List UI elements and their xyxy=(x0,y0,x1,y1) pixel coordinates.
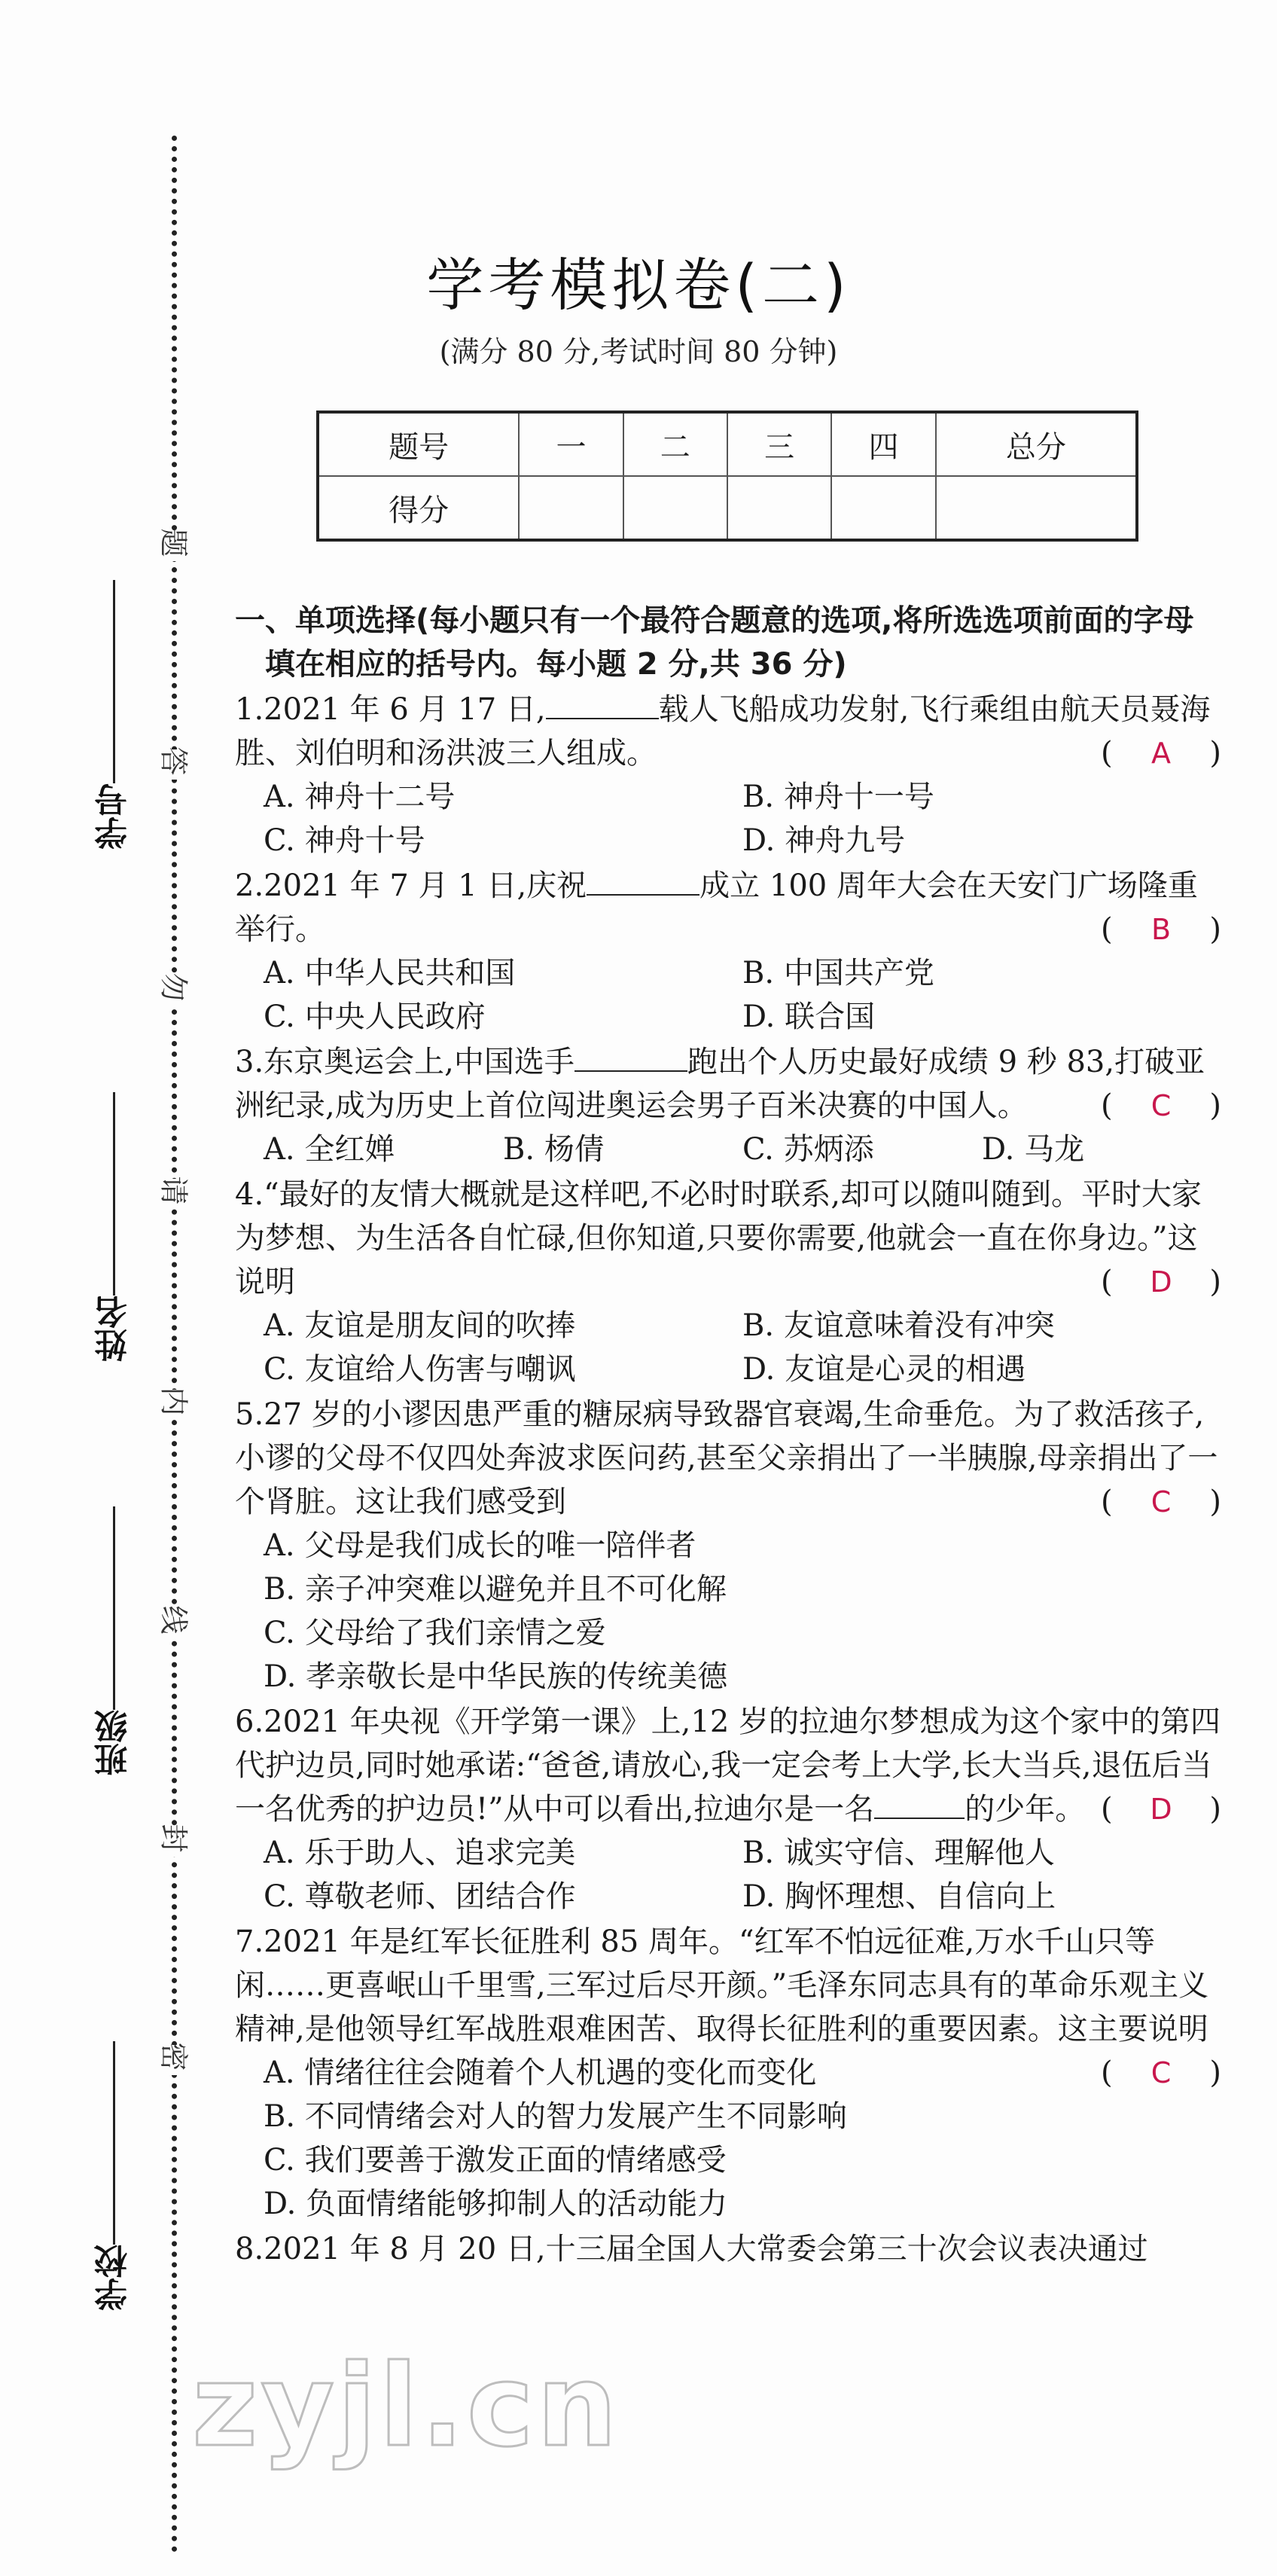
question-text: “最好的友情大概就是这样吧,不必时时联系,却可以随叫随到。平时大家为梦想、为生活各自忙碌,但你知道,只要你需要,他就会一直在你身边。”这说明 xyxy=(235,1177,1202,1299)
option-item[interactable]: B. 亲子冲突难以避免并且不可化解 xyxy=(264,1572,727,1607)
score-header-cell: 总分 xyxy=(936,412,1137,476)
option-item[interactable]: C. 友谊给人伤害与嘲讽 xyxy=(264,1352,576,1387)
page-title: 学考模拟卷(二) xyxy=(426,252,851,319)
question-item xyxy=(235,1920,1221,2226)
option-item[interactable]: A. 情绪往往会随着个人机遇的变化而变化 xyxy=(264,2056,817,2090)
option-item[interactable]: D. 友谊是心灵的相遇 xyxy=(742,1352,1026,1387)
question-number: 3. xyxy=(235,1045,264,1079)
question-section xyxy=(235,599,1221,2271)
question-stem xyxy=(235,1040,1221,1128)
option-item[interactable]: C. 父母给了我们亲情之爱 xyxy=(264,1616,606,1650)
question-item xyxy=(235,864,1221,1039)
question-number: 6. xyxy=(235,1705,264,1739)
score-header-cell: 题号 xyxy=(318,412,519,476)
class-field[interactable] xyxy=(90,1499,139,1776)
option-item[interactable]: C. 我们要善于激发正面的情绪感受 xyxy=(264,2143,727,2178)
question-text: 成立 100 周年大会在天安门广场隆重举行。 xyxy=(235,868,1198,947)
class-blank[interactable] xyxy=(114,1506,116,1710)
answer-parentheses[interactable]: ( D ) xyxy=(1101,1787,1221,1831)
question-text: 2021 年央视《开学第一课》上,12 岁的拉迪尔梦想成为这个家中的第四代护边员,同时她承诺:“爸爸,请放心,我一定会考上大学,长大当兵,退伍后当一名优秀的护边员!”从中可以看出,拉迪尔是一名 xyxy=(235,1705,1221,1827)
name-blank[interactable] xyxy=(114,1092,116,1296)
fill-blank[interactable] xyxy=(874,1818,965,1819)
question-stem xyxy=(235,1700,1221,1831)
question-stem xyxy=(235,1393,1221,1524)
fill-blank[interactable] xyxy=(587,894,699,896)
option-item[interactable]: A. 父母是我们成长的唯一陪伴者 xyxy=(264,1528,696,1563)
option-item[interactable]: D. 神舟九号 xyxy=(742,823,906,858)
option-list xyxy=(235,1831,1221,1918)
score-table xyxy=(316,411,1138,542)
option-item[interactable]: D. 孝亲敬长是中华民族的传统美德 xyxy=(264,1659,728,1694)
answer-parentheses[interactable]: ( C ) xyxy=(1101,2051,1221,2095)
question-text: 27 岁的小谬因患严重的糖尿病导致器官衰竭,生命垂危。为了救活孩子,小谬的父母不仅四处奔波求医问药,甚至父亲捐出了一半胰腺,母亲捐出了一个肾脏。这让我们感受到 xyxy=(235,1397,1218,1519)
question-text: 跑出个人历史最好成绩 9 秒 83,打破亚洲纪录,成为历史上首位闯进奥运会男子百米决赛的中国人。 xyxy=(235,1045,1205,1123)
option-item[interactable]: B. 友谊意味着没有冲突 xyxy=(742,1308,1055,1343)
section-heading: 一、单项选择(每小题只有一个最符合题意的选项,将所选选项前面的字母填在相应的括号内。每小题 2 分,共 36 分) xyxy=(235,603,1194,682)
question-stem xyxy=(235,864,1221,951)
school-label: 学校 xyxy=(95,2245,133,2311)
score-cell[interactable] xyxy=(936,476,1137,540)
answer-parentheses[interactable]: ( C ) xyxy=(1101,1480,1221,1524)
answer-mark: C xyxy=(1151,2056,1172,2089)
seal-warning-char: 封 xyxy=(156,1827,194,1857)
option-item[interactable]: D. 胸怀理想、自信向上 xyxy=(742,1879,1056,1914)
option-item[interactable]: B. 杨倩 xyxy=(503,1132,605,1167)
option-item[interactable]: B. 不同情绪会对人的智力发展产生不同影响 xyxy=(264,2099,847,2134)
option-item[interactable]: C. 中央人民政府 xyxy=(264,1000,486,1034)
question-number: 5. xyxy=(235,1397,264,1432)
answer-mark: C xyxy=(1151,1485,1172,1518)
watermark-logo: zyjl.cn xyxy=(192,2341,620,2472)
option-list xyxy=(235,1128,1221,1171)
score-table-score-row xyxy=(318,476,1137,540)
answer-mark: A xyxy=(1151,737,1171,770)
option-list xyxy=(235,951,1221,1039)
option-list xyxy=(235,2051,1095,2226)
fill-blank[interactable] xyxy=(546,718,659,719)
score-header-cell: 三 xyxy=(727,412,831,476)
name-field[interactable] xyxy=(90,1085,139,1362)
option-list xyxy=(235,1524,1221,1699)
seal-warning-char: 勿 xyxy=(156,975,194,1006)
option-item[interactable]: A. 中华人民共和国 xyxy=(264,956,516,990)
question-stem xyxy=(235,1173,1221,1304)
question-number: 1. xyxy=(235,692,264,727)
question-item xyxy=(235,1173,1221,1391)
student-no-label: 学号 xyxy=(95,783,133,850)
score-header-cell: 四 xyxy=(831,412,935,476)
student-no-blank[interactable] xyxy=(114,580,116,783)
option-item[interactable]: C. 苏炳添 xyxy=(742,1132,874,1167)
score-cell[interactable] xyxy=(831,476,935,540)
question-item xyxy=(235,1393,1221,1699)
question-stem xyxy=(235,2227,1221,2271)
question-text: 东京奥运会上,中国选手 xyxy=(264,1045,574,1079)
question-number: 8. xyxy=(235,2232,264,2266)
fill-blank[interactable] xyxy=(574,1070,687,1072)
option-item[interactable]: B. 中国共产党 xyxy=(742,956,934,990)
school-blank[interactable] xyxy=(114,2041,116,2245)
score-table-header-row xyxy=(318,412,1137,476)
question-item xyxy=(235,1040,1221,1171)
score-cell[interactable] xyxy=(623,476,727,540)
score-row-label: 得分 xyxy=(318,476,519,540)
option-item[interactable]: C. 尊敬老师、团结合作 xyxy=(264,1879,576,1914)
score-cell[interactable] xyxy=(727,476,831,540)
score-cell[interactable] xyxy=(519,476,623,540)
answer-parentheses[interactable]: ( A ) xyxy=(1101,731,1221,775)
question-text: 载人飞船成功发射,飞行乘组由航天员聂海胜、刘伯明和汤洪波三人组成。 xyxy=(235,692,1211,771)
option-item[interactable]: A. 神舟十二号 xyxy=(264,780,456,814)
answer-mark: D xyxy=(1150,1265,1172,1299)
question-item xyxy=(235,1700,1221,1918)
seal-warning-char: 题 xyxy=(156,531,194,561)
option-list xyxy=(235,775,1221,862)
option-item[interactable]: D. 联合国 xyxy=(742,1000,876,1034)
seal-warning-char: 密 xyxy=(156,2045,194,2075)
school-field[interactable] xyxy=(90,2034,139,2311)
page-subtitle: (满分 80 分,考试时间 80 分钟) xyxy=(439,335,838,368)
name-label: 姓名 xyxy=(95,1296,133,1362)
option-item[interactable]: A. 友谊是朋友间的吹捧 xyxy=(264,1308,576,1343)
question-item xyxy=(235,2227,1221,2271)
option-item[interactable]: C. 神舟十号 xyxy=(264,823,425,858)
question-number: 2. xyxy=(235,868,264,903)
question-text: 2021 年是红军长征胜利 85 周年。“红军不怕远征难,万水千山只等闲……更喜岷山千里雪,三军过后尽开颜。”毛泽东同志具有的革命乐观主义精神,是他领导红军战胜艰难困苦、取得长征胜利的重要因素。这主要说明 xyxy=(235,1924,1209,2046)
answer-parentheses[interactable]: ( C ) xyxy=(1101,1084,1221,1128)
question-text: 2021 年 7 月 1 日,庆祝 xyxy=(264,868,587,903)
seal-warning-char: 答 xyxy=(156,749,194,780)
seal-warning-char: 请 xyxy=(156,1179,194,1209)
option-item[interactable]: B. 诚实守信、理解他人 xyxy=(742,1836,1055,1870)
question-number: 7. xyxy=(235,1924,264,1959)
answer-parentheses[interactable]: ( B ) xyxy=(1101,908,1221,951)
question-text: 2021 年 6 月 17 日, xyxy=(264,692,546,727)
question-text: 的少年。 xyxy=(965,1792,1086,1827)
question-text: 2021 年 8 月 20 日,十三届全国人大常委会第三十次会议表决通过 xyxy=(264,2232,1148,2266)
question-number: 4. xyxy=(235,1177,264,1212)
option-item[interactable]: B. 神舟十一号 xyxy=(742,780,934,814)
binding-dotted-line xyxy=(172,136,177,2553)
student-no-field[interactable] xyxy=(90,572,139,850)
question-stem xyxy=(235,688,1221,775)
class-label: 班级 xyxy=(95,1710,133,1776)
score-header-cell: 一 xyxy=(519,412,623,476)
option-list xyxy=(235,1304,1221,1391)
option-item[interactable]: D. 负面情绪能够抑制人的活动能力 xyxy=(264,2187,728,2221)
question-item xyxy=(235,688,1221,862)
score-header-cell: 二 xyxy=(623,412,727,476)
option-item[interactable]: A. 全红婵 xyxy=(264,1132,395,1167)
option-item[interactable]: D. 马龙 xyxy=(982,1132,1085,1167)
answer-parentheses[interactable]: ( D ) xyxy=(1101,1260,1221,1304)
answer-mark: D xyxy=(1150,1793,1172,1826)
seal-warning-char: 线 xyxy=(156,1608,194,1638)
answer-mark: C xyxy=(1151,1089,1172,1122)
answer-mark: B xyxy=(1151,913,1172,946)
option-item[interactable]: A. 乐于助人、追求完美 xyxy=(264,1836,576,1870)
seal-warning-char: 内 xyxy=(156,1390,194,1420)
